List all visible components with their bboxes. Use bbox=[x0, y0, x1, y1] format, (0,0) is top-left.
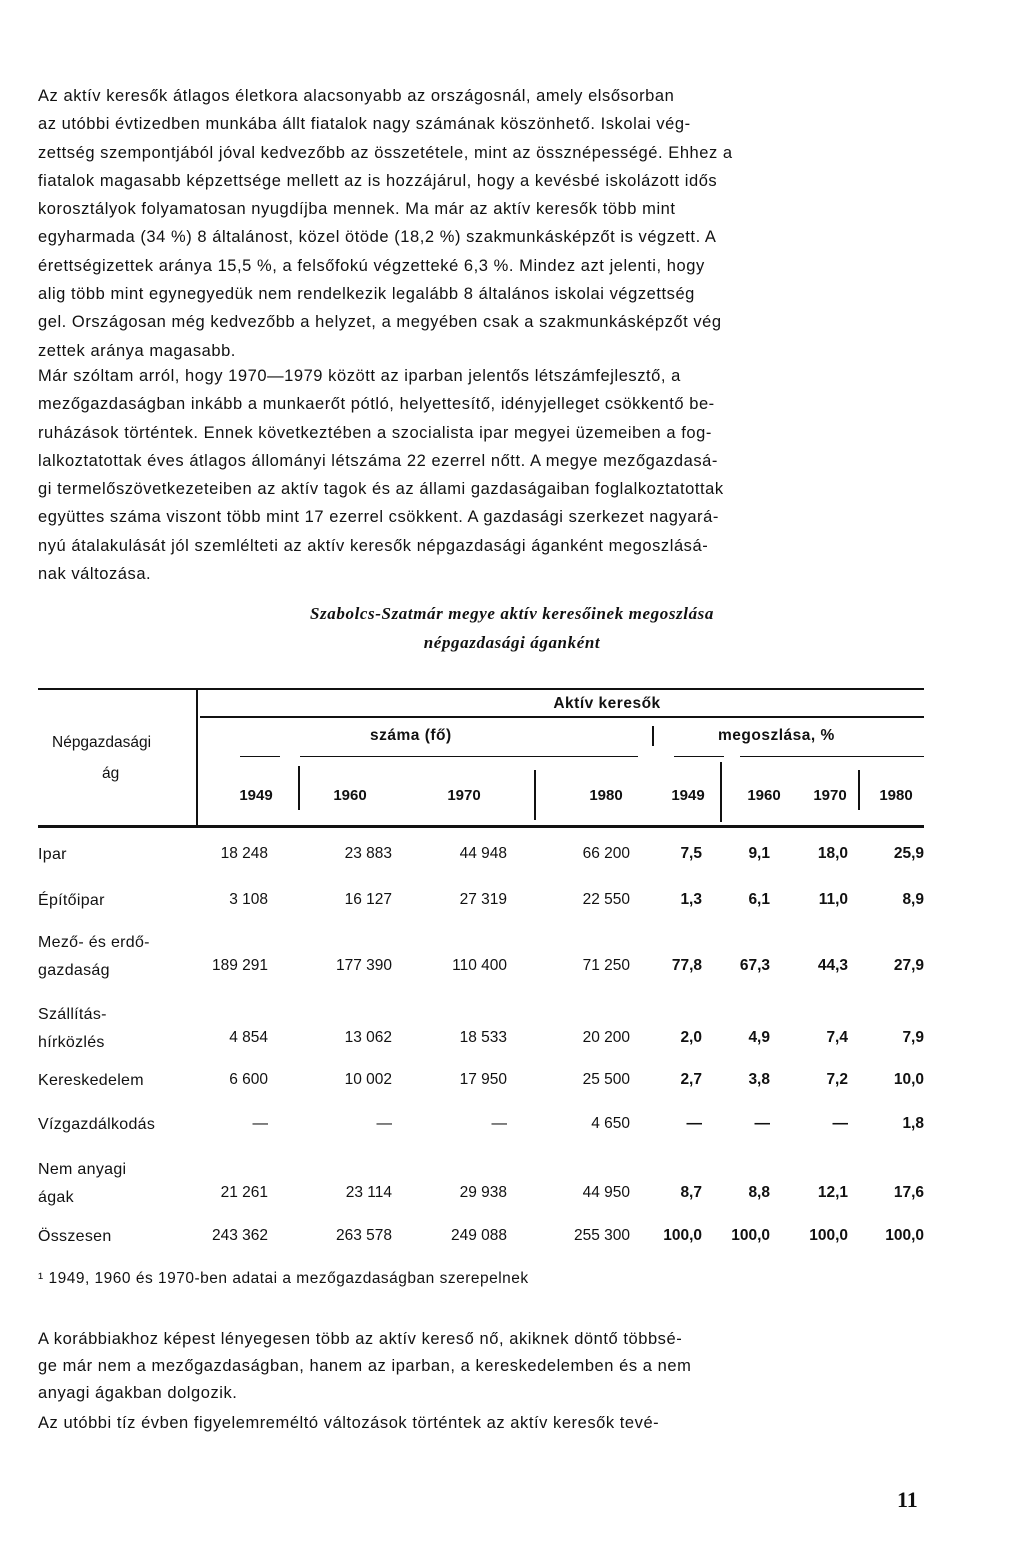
text-line: anyagi ágakban dolgozik. bbox=[38, 1384, 238, 1402]
row-label-line: Vízgazdálkodás bbox=[38, 1116, 156, 1133]
table-cell: — bbox=[491, 1115, 507, 1132]
text-line: érettségizettek aránya 15,5 %, a felsőfokú végzetteké 6,3 %. Mindez azt jelenti, hogy bbox=[38, 256, 705, 275]
page-number: 11 bbox=[897, 1487, 918, 1512]
table-cell: 4 650 bbox=[591, 1115, 630, 1132]
row-label bbox=[38, 1001, 107, 1057]
share-rule bbox=[740, 756, 924, 757]
year-header: 1949 bbox=[671, 787, 705, 804]
year-header: 1980 bbox=[879, 787, 913, 804]
text-line: az utóbbi évtizedben munkába állt fiatalok nagy számának köszönhető. Iskolai vég- bbox=[38, 115, 691, 134]
table-cell: 44 950 bbox=[582, 1184, 630, 1201]
table-cell: 22 550 bbox=[582, 891, 630, 908]
table-cell: — bbox=[376, 1115, 392, 1132]
paragraph-women bbox=[38, 1326, 984, 1407]
table-cell: — bbox=[754, 1115, 770, 1132]
table-cell: 7,2 bbox=[826, 1071, 848, 1088]
table-cell: 7,9 bbox=[902, 1029, 924, 1046]
header-bottom-rule bbox=[38, 825, 924, 828]
subheader-divider bbox=[652, 726, 654, 746]
table-cell: 177 390 bbox=[335, 957, 392, 974]
row-label-line: Kereskedelem bbox=[38, 1072, 144, 1089]
table-cell: — bbox=[686, 1115, 702, 1132]
table-cell: 249 088 bbox=[450, 1227, 507, 1244]
table-top-rule bbox=[38, 688, 924, 690]
count-rule bbox=[300, 756, 638, 757]
text-line: Az aktív keresők átlagos életkora alacsonyabb az országosnál, amely elsősorban bbox=[38, 87, 675, 105]
row-label bbox=[38, 1067, 144, 1095]
paragraph-economic-structure bbox=[38, 362, 984, 588]
table-cell: 17,6 bbox=[893, 1184, 924, 1201]
table-cell: 11,0 bbox=[818, 891, 848, 908]
paragraph-changes bbox=[38, 1409, 984, 1437]
table-cell: 67,3 bbox=[739, 957, 770, 974]
text-line: alig több mint egynegyedük nem rendelkezik legalább 8 általános iskolai végzettség bbox=[38, 285, 695, 304]
row-label-line: Mező- és erdő- bbox=[38, 934, 150, 951]
text-line: Az utóbbi tíz évben figyelemreméltó változások történtek az aktív keresők tevé- bbox=[38, 1414, 660, 1432]
table-cell: 18 248 bbox=[220, 845, 268, 862]
row-label bbox=[38, 929, 150, 985]
table-cell: 8,7 bbox=[680, 1184, 702, 1201]
text-line: gel. Országosan még kedvezőbb a helyzet, a megyében csak a szakmunkásképzőt vég bbox=[38, 313, 722, 332]
table-cell: 44 948 bbox=[459, 845, 507, 862]
table-cell: 4,9 bbox=[748, 1029, 770, 1046]
text-line: fiatalok magasabb képzettsége mellett az is hozzájárul, hogy a kevésbé iskolázott idős bbox=[38, 171, 718, 190]
table-cell: 6 600 bbox=[229, 1071, 268, 1088]
row-header-line1: Népgazdasági bbox=[52, 734, 152, 751]
row-label-line: Építőipar bbox=[38, 892, 105, 909]
year-header: 1960 bbox=[747, 787, 781, 804]
text-line: korosztályok folyamatosan nyugdíjba mennek. Ma már az aktív keresők több mint bbox=[38, 200, 676, 219]
table-cell: 4 854 bbox=[229, 1029, 268, 1046]
share-rule-left bbox=[674, 756, 724, 757]
row-label bbox=[38, 1111, 155, 1139]
table-cell: 3,8 bbox=[748, 1071, 770, 1088]
year-header: 1970 bbox=[813, 787, 847, 804]
table-cell: 29 938 bbox=[459, 1184, 507, 1201]
text-line: mezőgazdaságban inkább a munkaerőt pótló, helyettesítő, idényjelleget csökkentő be- bbox=[38, 395, 715, 414]
row-label-line: Nem anyagi bbox=[38, 1161, 127, 1178]
row-label-line: Ipar bbox=[38, 846, 67, 863]
table-cell: — bbox=[252, 1115, 268, 1132]
row-label-line: Összesen bbox=[38, 1228, 112, 1245]
text-line: A korábbiakhoz képest lényegesen több az aktív kereső nő, akiknek döntő többsé- bbox=[38, 1330, 683, 1348]
text-line: nyú átalakulását jól szemlélteti az aktív keresők népgazdasági áganként megoszlásá- bbox=[38, 536, 709, 555]
table-cell: 1,8 bbox=[902, 1115, 924, 1132]
table-cell: 2,7 bbox=[680, 1071, 702, 1088]
table-cell: 25,9 bbox=[893, 845, 924, 862]
row-label-line: gazdaság bbox=[38, 962, 110, 979]
row-label bbox=[38, 1156, 126, 1212]
year-header: 1949 bbox=[239, 787, 273, 804]
table-cell: 10,0 bbox=[893, 1071, 924, 1088]
table-cell: 16 127 bbox=[344, 891, 392, 908]
row-header-line2: ág bbox=[102, 765, 120, 782]
text-line: ge már nem a mezőgazdaságban, hanem az iparban, a kereskedelemben és a nem bbox=[38, 1357, 692, 1375]
row-label-line: hírközlés bbox=[38, 1034, 105, 1051]
table-cell: 18,0 bbox=[817, 845, 848, 862]
table-cell: 110 400 bbox=[452, 957, 507, 974]
table-cell: 27,9 bbox=[893, 957, 924, 974]
text-line: ruházások történtek. Ennek következtében a szocialista ipar megyei üzemeiben a fog- bbox=[38, 423, 712, 442]
table-cell: 6,1 bbox=[748, 891, 770, 908]
share-header: megoszlása, % bbox=[718, 727, 835, 744]
row-label bbox=[38, 1223, 112, 1251]
table-cell: 100,0 bbox=[809, 1227, 848, 1244]
paragraph-age-education bbox=[38, 82, 984, 365]
table-cell: 21 261 bbox=[220, 1184, 268, 1201]
table-cell: 2,0 bbox=[680, 1029, 702, 1046]
table-cell: 243 362 bbox=[211, 1227, 268, 1244]
group-header-rule bbox=[200, 716, 924, 718]
table-cell: 263 578 bbox=[335, 1227, 392, 1244]
table-cell: 13 062 bbox=[344, 1029, 392, 1046]
group-header: Aktív keresők bbox=[553, 695, 661, 712]
text-line: nak változása. bbox=[38, 565, 152, 584]
table-cell: — bbox=[832, 1115, 848, 1132]
text-line: Már szóltam arról, hogy 1970—1979 között az iparban jelentős létszámfejlesztő, a bbox=[38, 367, 681, 385]
table-cell: 8,9 bbox=[902, 891, 924, 908]
row-label-line: ágak bbox=[38, 1189, 74, 1206]
table-cell: 7,4 bbox=[826, 1029, 848, 1046]
table-cell: 12,1 bbox=[817, 1184, 848, 1201]
count-rule-left bbox=[240, 756, 280, 757]
table-cell: 100,0 bbox=[731, 1227, 770, 1244]
table-cell: 9,1 bbox=[748, 845, 770, 862]
table-cell: 255 300 bbox=[573, 1227, 630, 1244]
table-cell: 20 200 bbox=[582, 1029, 630, 1046]
table-cell: 18 533 bbox=[459, 1029, 507, 1046]
text-line: egyharmada (34 %) 8 általánost, közel ötöde (18,2 %) szakmunkásképzőt is végzett. A bbox=[38, 228, 717, 247]
table-cell: 66 200 bbox=[582, 845, 630, 862]
year-divider-1 bbox=[298, 766, 300, 810]
table-cell: 25 500 bbox=[582, 1071, 630, 1088]
table-cell: 10 002 bbox=[344, 1071, 392, 1088]
text-line: lalkoztatottak éves átlagos állományi létszáma 22 ezerrel nőtt. A megye mezőgazdasá- bbox=[38, 451, 718, 470]
row-label bbox=[38, 841, 67, 869]
table-caption-line1: Szabolcs-Szatmár megye aktív keresőinek megoszlása bbox=[310, 604, 714, 623]
row-label bbox=[38, 887, 105, 915]
table-cell: 17 950 bbox=[459, 1071, 507, 1088]
table-cell: 71 250 bbox=[582, 957, 630, 974]
table-cell: 189 291 bbox=[211, 957, 268, 974]
table-cell: 44,3 bbox=[817, 957, 848, 974]
year-header: 1980 bbox=[589, 787, 623, 804]
row-label-line: Szállítás- bbox=[38, 1006, 107, 1023]
table-cell: 23 883 bbox=[344, 845, 392, 862]
year-header: 1970 bbox=[447, 787, 481, 804]
table-cell: 8,8 bbox=[748, 1184, 770, 1201]
table-cell: 3 108 bbox=[229, 891, 268, 908]
text-line: együttes száma viszont több mint 17 ezerrel csökkent. A gazdasági szerkezet nagyará- bbox=[38, 508, 719, 527]
table-cell: 77,8 bbox=[671, 957, 702, 974]
text-line: zettség szempontjából jóval kedvezőbb az összetétele, mint az össznépességé. Ehhez a bbox=[38, 143, 733, 162]
text-line: gi termelőszövetkezeteiben az aktív tagok és az állami gazdaságaiban foglalkoztatottak bbox=[38, 480, 724, 499]
year-divider-2 bbox=[534, 770, 536, 820]
table-cell: 27 319 bbox=[459, 891, 507, 908]
table-caption-line2: népgazdasági áganként bbox=[423, 633, 601, 652]
table-cell: 1,3 bbox=[680, 891, 702, 908]
table-cell: 100,0 bbox=[663, 1227, 702, 1244]
count-header: száma (fő) bbox=[370, 727, 452, 744]
table-cell: 100,0 bbox=[885, 1227, 924, 1244]
year-header: 1960 bbox=[333, 787, 367, 804]
text-line: zettek aránya magasabb. bbox=[38, 341, 236, 360]
table-footnote: ¹ 1949, 1960 és 1970-ben adatai a mezőgazdaságban szerepelnek bbox=[38, 1270, 529, 1287]
table-cell: 23 114 bbox=[345, 1184, 392, 1201]
table-cell: 7,5 bbox=[680, 845, 702, 862]
